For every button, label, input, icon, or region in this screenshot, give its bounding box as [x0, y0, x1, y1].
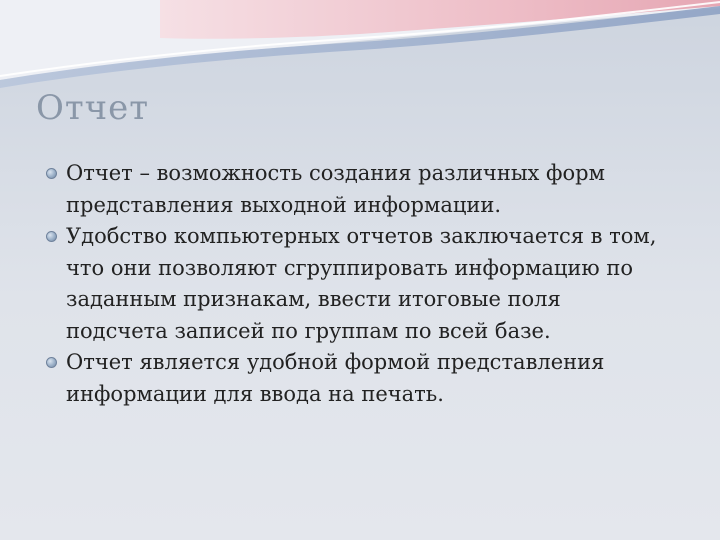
bullet-text: Отчет является удобной формой представления информации для ввода на печать.: [66, 350, 605, 406]
wave-band-decoration: [0, 0, 720, 90]
bullet-text: Удобство компьютерных отчетов заключается в том, что они позволяют сгруппировать информацию по заданным признакам, ввести итоговые поля подсчета записей по группам по всей базе.: [66, 224, 657, 343]
bullet-list: [48, 158, 658, 410]
bullet-item: [48, 158, 658, 221]
slide-title: Отчет: [36, 88, 150, 128]
circle-bullet-icon: [46, 168, 57, 179]
circle-bullet-icon: [46, 231, 57, 242]
bullet-item: [48, 221, 658, 347]
bullet-text: Отчет – возможность создания различных форм представления выходной информации.: [66, 161, 605, 217]
bullet-item: [48, 347, 658, 410]
circle-bullet-icon: [46, 357, 57, 368]
